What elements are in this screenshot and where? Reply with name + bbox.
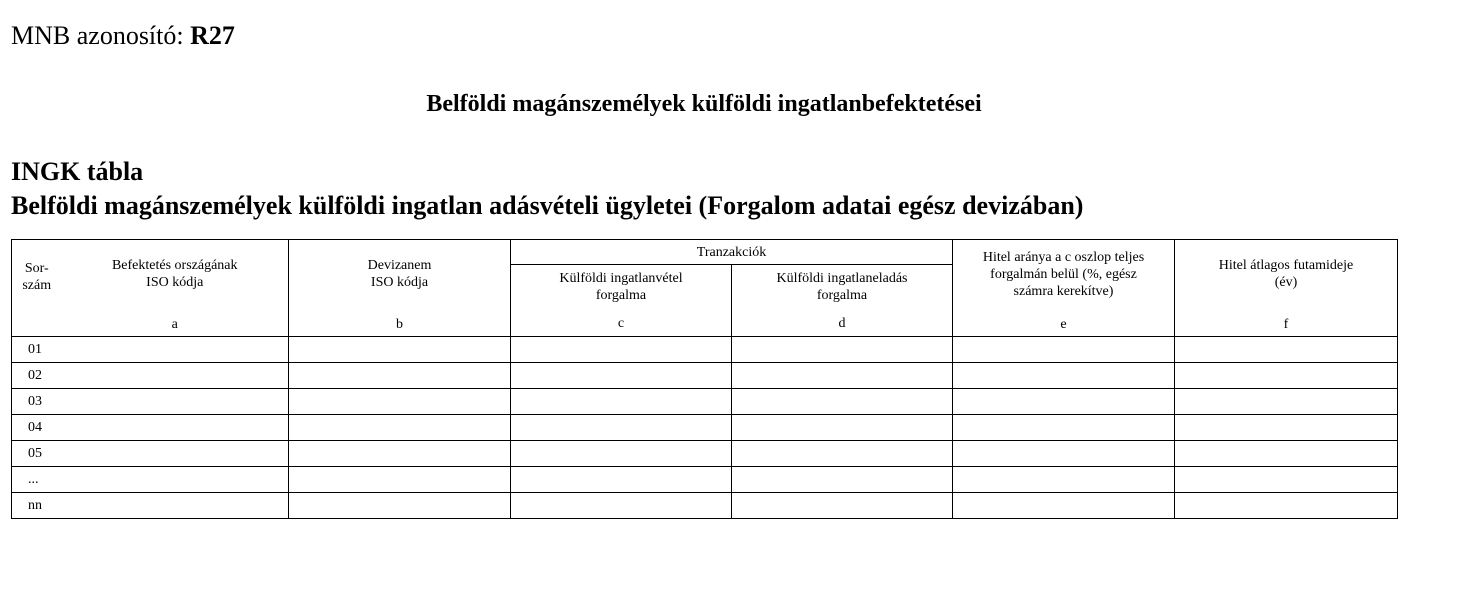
col-e-label-2: forgalmán belül (%, egész — [990, 267, 1137, 282]
cell-a[interactable] — [62, 441, 289, 467]
col-e-letter: e — [1060, 317, 1067, 332]
table-row — [12, 389, 1398, 415]
cell-b[interactable] — [289, 389, 511, 415]
table-code: INGK tábla — [11, 157, 144, 186]
table-row — [12, 441, 1398, 467]
col-f-letter: f — [1283, 317, 1289, 332]
mnb-id-code: R27 — [190, 21, 235, 50]
cell-c[interactable] — [511, 415, 732, 441]
cell-b[interactable] — [289, 363, 511, 389]
col-f-label-2: (év) — [1274, 275, 1298, 290]
cell-a[interactable] — [62, 415, 289, 441]
cell-c[interactable] — [511, 467, 732, 493]
col-a-label-2: ISO kódja — [146, 275, 204, 290]
table-row — [12, 415, 1398, 441]
row-serial: 03 — [12, 389, 62, 415]
row-serial: 05 — [12, 441, 62, 467]
cell-c[interactable] — [511, 363, 732, 389]
col-d-label-1: Külföldi ingatlaneladás — [776, 271, 908, 286]
cell-b[interactable] — [289, 415, 511, 441]
cell-e[interactable] — [953, 363, 1175, 389]
cell-f[interactable] — [1175, 389, 1398, 415]
row-serial: 04 — [12, 415, 62, 441]
col-c-label-2: forgalma — [595, 288, 647, 303]
cell-e[interactable] — [953, 441, 1175, 467]
col-a-label-1: Befektetés országának — [111, 258, 238, 273]
cell-a[interactable] — [62, 337, 289, 363]
col-c-label-1: Külföldi ingatlanvétel — [559, 271, 683, 286]
cell-b[interactable] — [289, 493, 511, 519]
header-col-c — [511, 265, 732, 337]
table-row — [12, 493, 1398, 519]
cell-a[interactable] — [62, 389, 289, 415]
col-e-label-1: Hitel aránya a c oszlop teljes — [982, 250, 1145, 265]
col-d-letter: d — [838, 316, 846, 331]
header-col-d — [732, 265, 953, 337]
cell-a[interactable] — [62, 363, 289, 389]
cell-c[interactable] — [511, 389, 732, 415]
row-serial: 01 — [12, 337, 62, 363]
cell-d[interactable] — [732, 363, 953, 389]
cell-f[interactable] — [1175, 363, 1398, 389]
header-col-b — [289, 240, 511, 337]
cell-c[interactable] — [511, 493, 732, 519]
cell-f[interactable] — [1175, 337, 1398, 363]
cell-d[interactable] — [732, 337, 953, 363]
header-serial — [12, 240, 62, 337]
serial-header-line2: szám — [22, 278, 52, 293]
cell-b[interactable] — [289, 467, 511, 493]
table-row — [12, 363, 1398, 389]
mnb-identifier — [11, 20, 235, 52]
table-row — [12, 467, 1398, 493]
row-serial: nn — [12, 493, 62, 519]
cell-b[interactable] — [289, 441, 511, 467]
row-serial: ... — [12, 467, 62, 493]
cell-b[interactable] — [289, 337, 511, 363]
cell-f[interactable] — [1175, 493, 1398, 519]
header-group-transactions: Tranzakciók — [511, 240, 953, 265]
cell-d[interactable] — [732, 467, 953, 493]
cell-e[interactable] — [953, 467, 1175, 493]
col-b-label-1: Devizanem — [367, 258, 432, 273]
col-a-letter: a — [171, 317, 178, 332]
header-col-e — [953, 240, 1175, 337]
cell-f[interactable] — [1175, 441, 1398, 467]
cell-e[interactable] — [953, 493, 1175, 519]
col-d-label-2: forgalma — [816, 288, 868, 303]
row-serial: 02 — [12, 363, 62, 389]
cell-e[interactable] — [953, 337, 1175, 363]
cell-d[interactable] — [732, 389, 953, 415]
mnb-id-label: MNB azonosító: — [11, 21, 184, 50]
col-b-letter: b — [396, 317, 403, 332]
document-title: Belföldi magánszemélyek külföldi ingatlanbefektetései — [426, 91, 982, 117]
cell-d[interactable] — [732, 441, 953, 467]
cell-d[interactable] — [732, 493, 953, 519]
cell-a[interactable] — [62, 493, 289, 519]
cell-a[interactable] — [62, 467, 289, 493]
table-title: Belföldi magánszemélyek külföldi ingatlan adásvételi ügyletei (Forgalom adatai egész devizában) — [11, 191, 1084, 220]
cell-e[interactable] — [953, 389, 1175, 415]
col-f-label-1: Hitel átlagos futamideje — [1218, 258, 1354, 273]
data-table — [11, 239, 1398, 519]
cell-c[interactable] — [511, 337, 732, 363]
cell-f[interactable] — [1175, 415, 1398, 441]
col-e-label-3: számra kerekítve) — [1013, 284, 1114, 299]
header-col-a — [62, 240, 289, 337]
serial-header-line1: Sor- — [24, 261, 49, 276]
col-b-label-2: ISO kódja — [370, 275, 429, 290]
cell-f[interactable] — [1175, 467, 1398, 493]
col-c-letter: c — [617, 316, 625, 331]
cell-e[interactable] — [953, 415, 1175, 441]
table-row — [12, 337, 1398, 363]
header-col-f — [1175, 240, 1398, 337]
cell-c[interactable] — [511, 441, 732, 467]
cell-d[interactable] — [732, 415, 953, 441]
